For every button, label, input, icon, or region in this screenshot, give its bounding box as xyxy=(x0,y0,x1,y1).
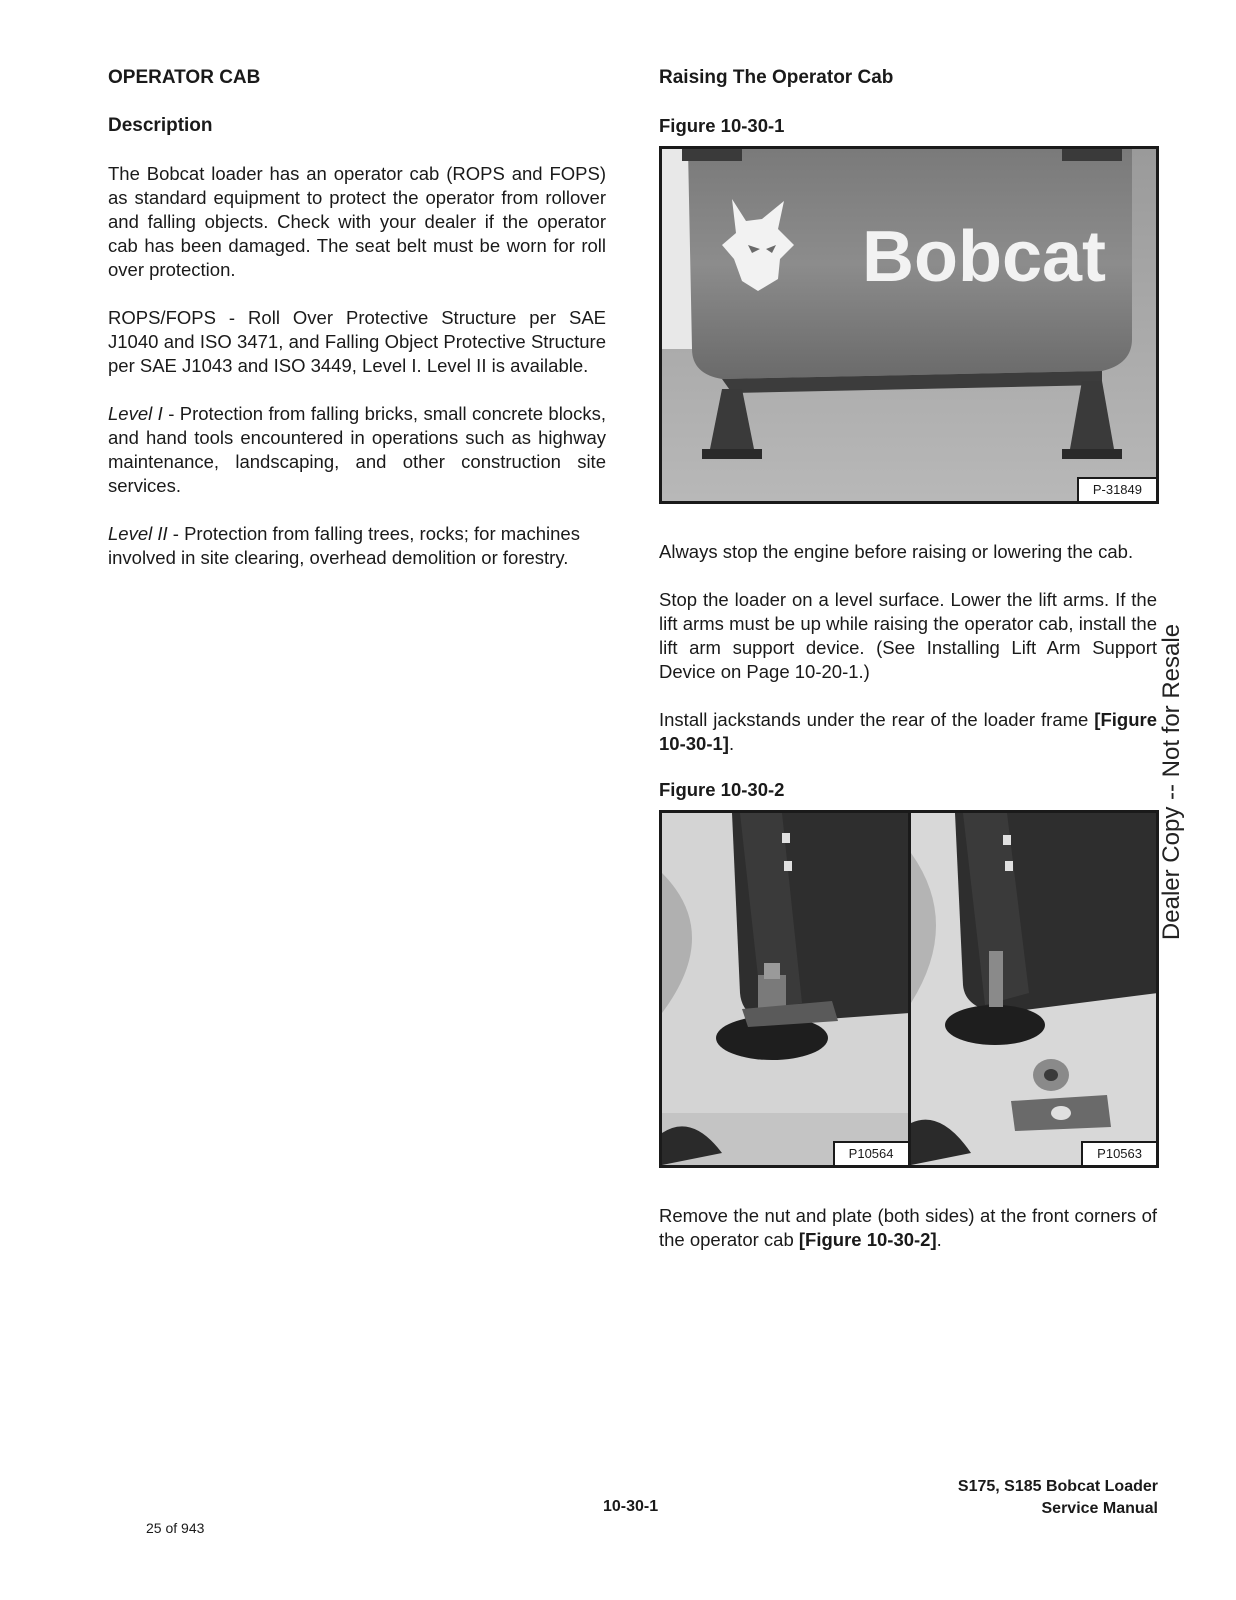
level-two-term: Level II xyxy=(108,523,168,544)
description-paragraph: The Bobcat loader has an operator cab (ROPS and FOPS) as standard equipment to protect the operator from rollover and falling objects. Check with your dealer if the operator cab has been damaged. The seat belt must be worn for roll over protection. xyxy=(108,163,606,280)
level-one-text: - Protection from falling bricks, small concrete blocks, and hand tools encountered in operations such as highway maintenance, landscaping, and other construction site services. xyxy=(108,403,606,496)
level-two-text: - Protection from falling trees, rocks; for machines involved in site clearing, overhead demolition or forestry. xyxy=(108,523,580,568)
footer-page-count: 25 of 943 xyxy=(146,1520,205,1536)
section-title: OPERATOR CAB xyxy=(108,67,261,88)
figure-2-left-photo xyxy=(662,813,908,1165)
figure-2-photo xyxy=(659,810,1159,1168)
figure-2-right-photo xyxy=(908,813,1157,1165)
level-two-paragraph xyxy=(108,522,606,570)
cab-corner-with-nut-illustration xyxy=(662,813,908,1165)
figure-1-label: Figure 10-30-1 xyxy=(659,115,785,136)
remove-nut-end: . xyxy=(936,1229,942,1250)
left-column xyxy=(108,64,606,594)
figure-2-label: Figure 10-30-2 xyxy=(659,779,785,800)
figure-2-right-code: P10563 xyxy=(1081,1141,1156,1165)
footer-manual-line-1: S175, S185 Bobcat Loader xyxy=(957,1478,1158,1495)
stop-engine-paragraph: Always stop the engine before raising or lowering the cab. xyxy=(659,541,1134,562)
figure-2-left-code: P10564 xyxy=(833,1141,908,1165)
jackstands-paragraph xyxy=(659,708,1157,756)
bobcat-logo-text: Bobcat xyxy=(862,217,1107,297)
watermark-text: Dealer Copy -- Not for Resale xyxy=(1158,623,1185,941)
jackstands-end: . xyxy=(728,733,735,754)
description-heading: Description xyxy=(108,115,213,136)
figure-1-reference: [Figure 10-30-1] xyxy=(659,709,1157,754)
remove-nut-paragraph xyxy=(659,1204,1157,1252)
figure-1-photo xyxy=(659,146,1159,504)
footer-manual-title xyxy=(958,1476,1158,1520)
footer-page-number: 10-30-1 xyxy=(603,1498,659,1515)
level-surface-paragraph: Stop the loader on a level surface. Lower the lift arms. If the lift arms must be up while raising the operator cab, install the lift arm support device. (See Installing Lift Arm Support Device on Page 10-20-1.) xyxy=(659,589,1157,682)
level-one-paragraph xyxy=(108,402,606,498)
figure-2-reference: [Figure 10-30-2] xyxy=(798,1229,937,1250)
footer-manual-line-2: Service Manual xyxy=(1041,1500,1158,1517)
jackstands-text: Install jackstands under the rear of the loader frame xyxy=(659,709,1095,730)
level-one-term: Level I xyxy=(108,403,163,424)
dealer-copy-watermark xyxy=(1150,622,1194,942)
cab-rear-illustration xyxy=(662,149,1156,501)
cab-corner-nut-removed-illustration xyxy=(911,813,1157,1165)
figure-1-code: P-31849 xyxy=(1077,477,1156,501)
remove-nut-text: Remove the nut and plate (both sides) at the front corners of the operator cab xyxy=(659,1205,1157,1250)
right-column xyxy=(659,64,1157,1276)
raising-cab-heading: Raising The Operator Cab xyxy=(659,67,894,88)
rops-fops-paragraph: ROPS/FOPS - Roll Over Protective Structure per SAE J1040 and ISO 3471, and Falling Object Protective Structure per SAE J1043 and ISO 3449, Level I. Level II is available. xyxy=(108,307,606,376)
